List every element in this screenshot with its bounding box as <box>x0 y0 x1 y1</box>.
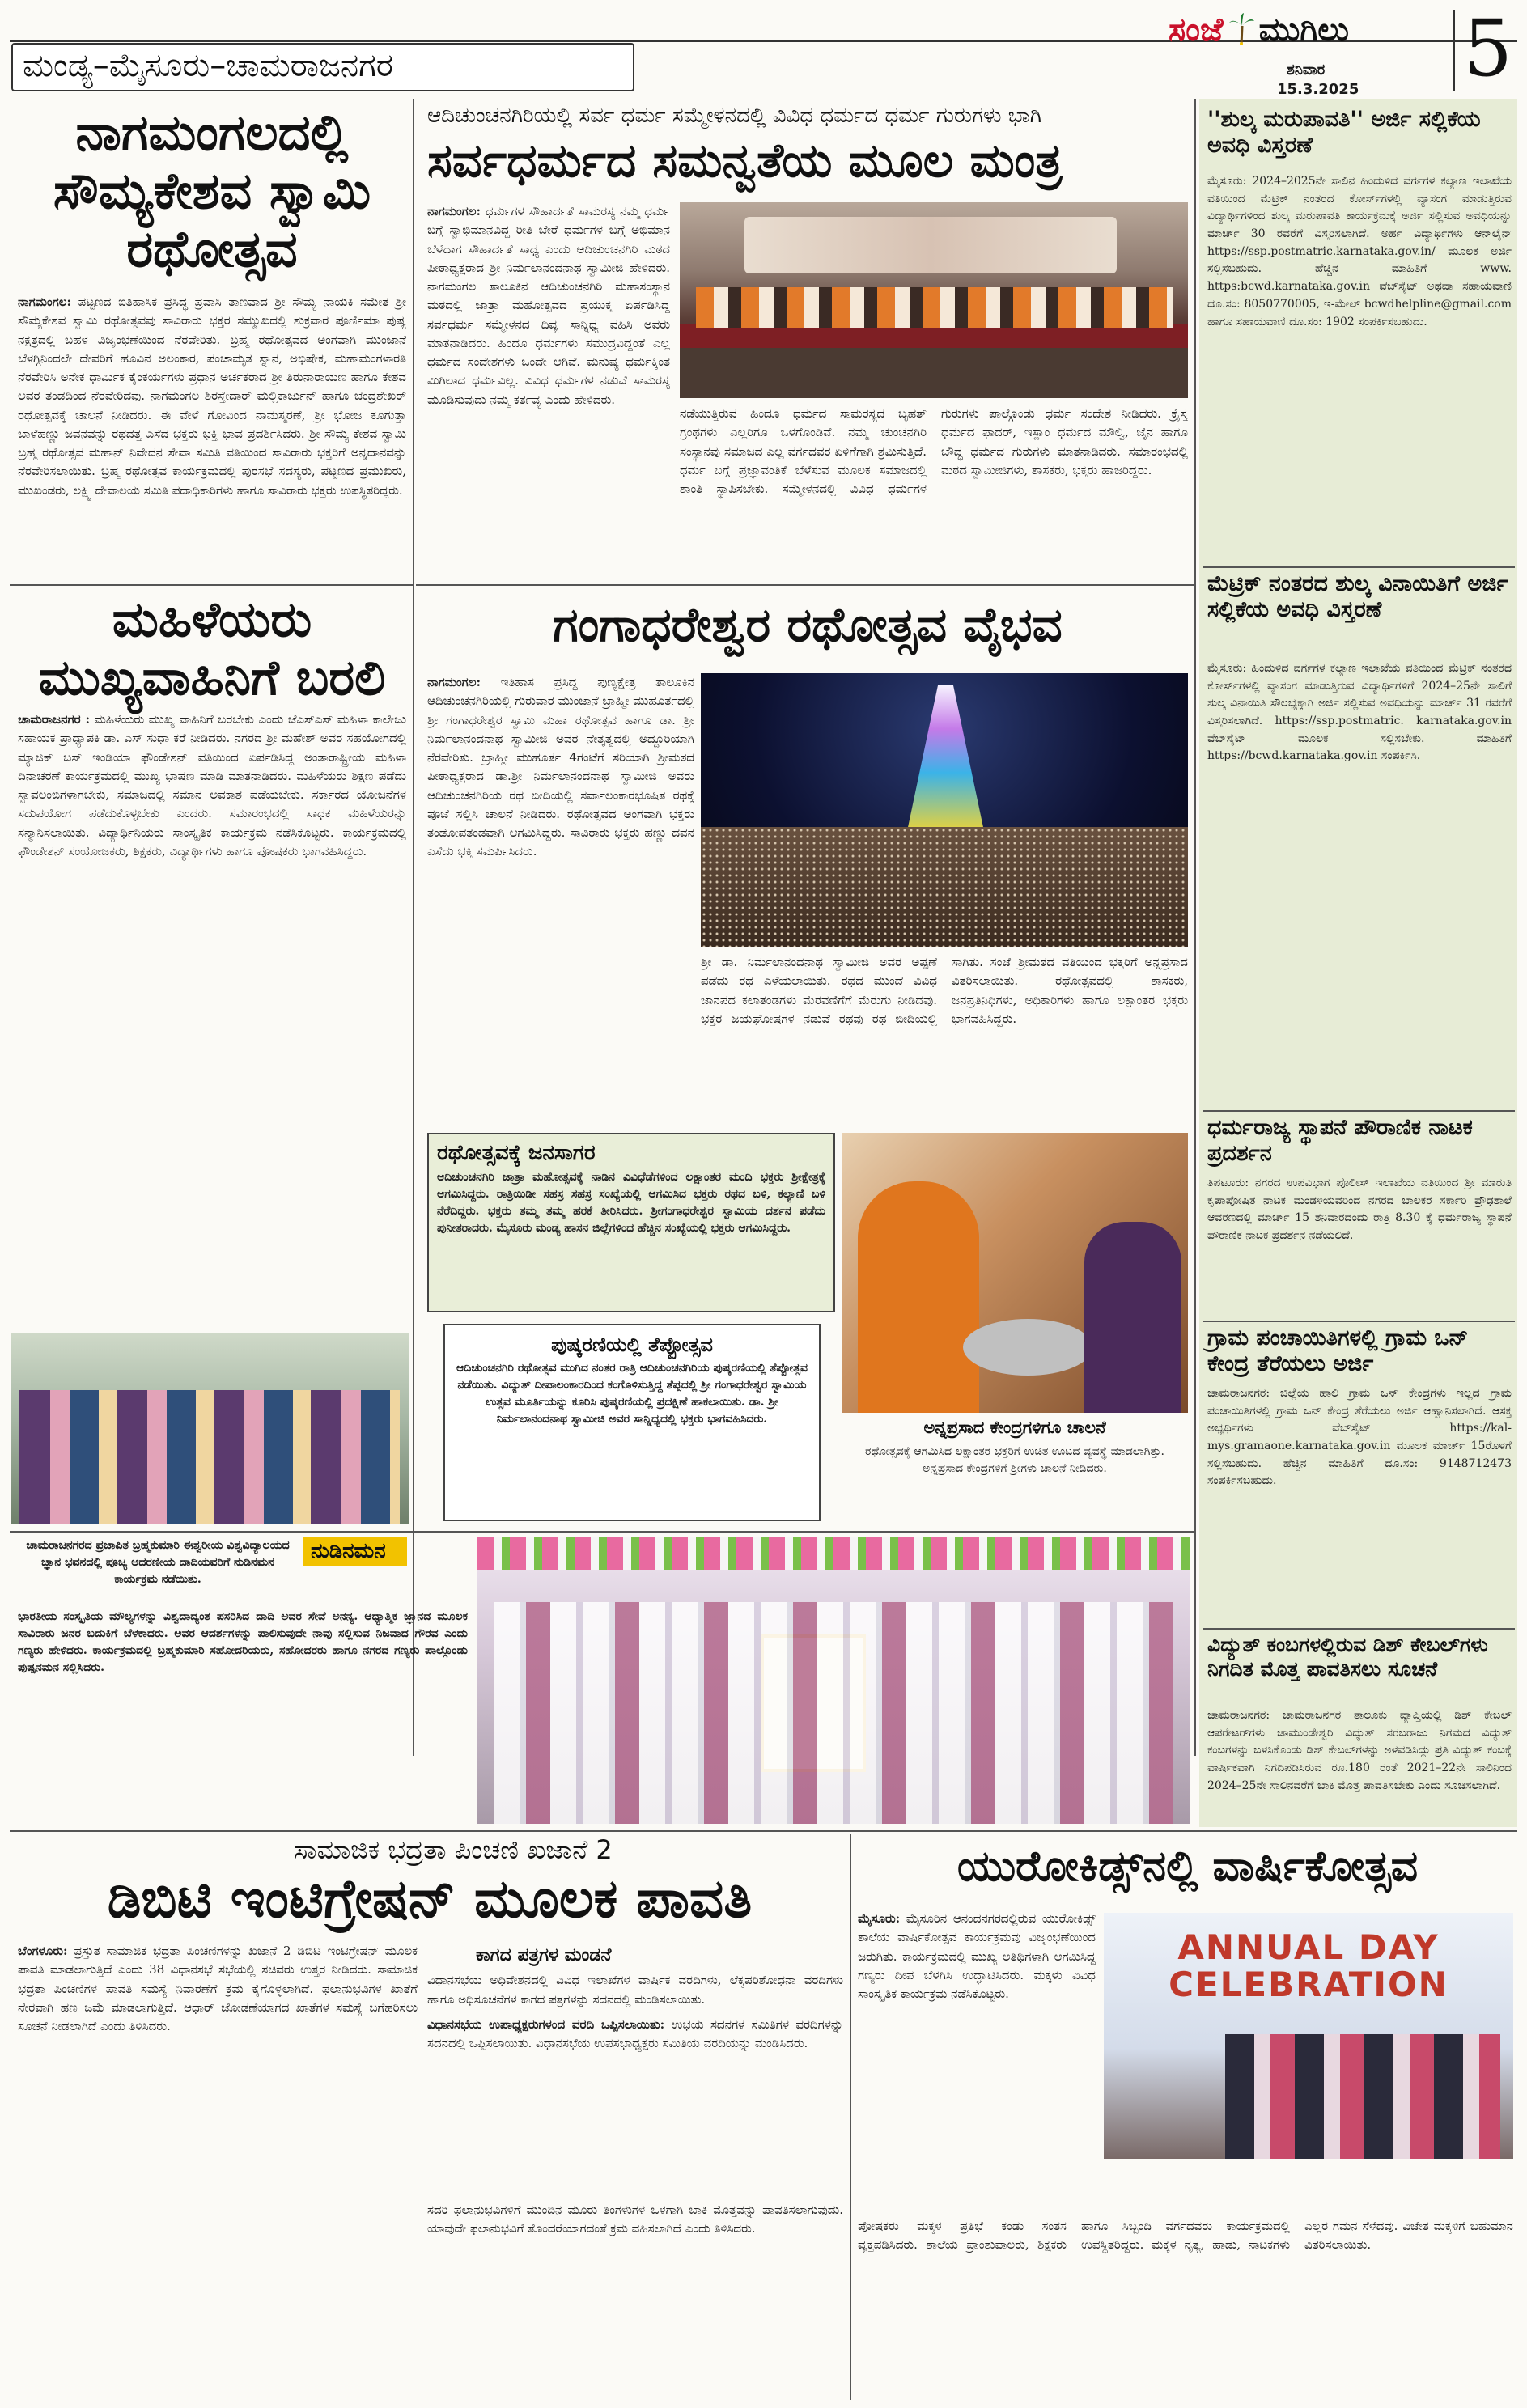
chariot <box>907 685 984 831</box>
ratha-box-body: ಆದಿಚುಂಚನಗಿರಿ ಜಾತ್ರಾ ಮಹೋತ್ಸವಕ್ಕೆ ನಾಡಿನ ವಿವಿಧೆಡೆಗಳಿಂದ ಲಕ್ಷಾಂತರ ಮಂದಿ ಭಕ್ತರು ಶ್ರೀಕ್ಷೇತ್ರಕ್ಕೆ ಆಗಮಿಸಿದ್ದರು. ರಾತ್ರಿಯಿಡೀ ಸಹಸ್ರ ಸಹಸ್ರ ಸಂಖ್ಯೆಯಲ್ಲಿ ಆಗಮಿಸಿದ ಭಕ್ತರು ರಥದ ಬಳಿ, ಕಲ್ಯಾಣಿ ಬಳಿ ನೆರೆದಿದ್ದರು. ಭಕ್ತರು ತಮ್ಮ ತಮ್ಮ ಹರಕೆ ತೀರಿಸಿದರು. ಶ್ರೀಗಂಗಾಧರೇಶ್ವರ ಸ್ವಾಮಿಯ ದರ್ಶನ ಪಡೆದು ಪುನೀತರಾದರು. ಮೈಸೂರು ಮಂಡ್ಯ ಹಾಸನ ಜಿಲ್ಲೆಗಳಿಂದ ಹೆಚ್ಚಿನ ಸಂಖ್ಯೆಯಲ್ಲಿ ಭಕ್ತರು ಆಗಮಿಸಿದ್ದರು. <box>437 1171 825 1236</box>
teppa-box <box>443 1324 821 1521</box>
paper-name-part2: ಮುಗಿಲು <box>1258 11 1349 49</box>
women-group <box>19 1390 400 1524</box>
masthead-day: ಶನಿವಾರ <box>1287 61 1326 78</box>
horizontal-rule-left-1 <box>10 584 413 586</box>
eurokids-body-bottom: ಪೋಷಕರು ಮಕ್ಕಳ ಪ್ರತಿಭೆ ಕಂಡು ಸಂತಸ ವ್ಯಕ್ತಪಡಿಸಿದರು. ಶಾಲೆಯ ಪ್ರಾಂಶುಪಾಲರು, ಶಿಕ್ಷಕರು ಹಾಗೂ ಸಿಬ್ಬಂದಿ ವರ್ಗದವರು ಕಾರ್ಯಕ್ರಮದಲ್ಲಿ ಉಪಸ್ಥಿತರಿದ್ದರು. ಮಕ್ಕಳ ನೃತ್ಯ, ಹಾಡು, ನಾಟಕಗಳು ಎಲ್ಲರ ಗಮನ ಸೆಳೆದವು. ವಿಜೇತ ಮಕ್ಕಳಿಗೆ ಬಹುಮಾನ ವಿತರಿಸಲಾಯಿತು. <box>858 2219 1513 2253</box>
section-title: ಮಂಡ್ಯ–ಮೈಸೂರು–ಚಾಮರಾಜನಗರ <box>23 47 393 84</box>
anna-caption-title: ಅನ್ನಪ್ರಸಾದ ಕೇಂದ್ರಗಳಿಗೂ ಚಾಲನೆ <box>923 1418 1106 1437</box>
sidebar-s5-body: ಚಾಮರಾಜನಗರ: ಚಾಮರಾಜನಗರ ತಾಲೂಕು ವ್ಯಾಪ್ತಿಯಲ್ಲಿ ಡಿಶ್ ಕೇಬಲ್ ಆಪರೇಟರ್‌ಗಳು ಚಾಮುಂಡೇಶ್ವರಿ ವಿದ್ಯುತ್ ಸರಬರಾಜು ನಿಗಮದ ವಿದ್ಯುತ್ ಕಂಬಗಳನ್ನು ಬಳಸಿಕೊಂಡು ಡಿಶ್ ಕೇಬಲ್‌ಗಳನ್ನು ಅಳವಡಿಸಿದ್ದು ಪ್ರತಿ ವಿದ್ಯುತ್ ಕಂಬಕ್ಕೆ ವಾರ್ಷಿಕವಾಗಿ ನಿಗದಿಪಡಿಸಿರುವ ರೂ.180 ರಂತೆ 2021–22ನೇ ಸಾಲಿನಿಂದ 2024–25ನೇ ಸಾಲಿನವರೆಗೆ ಬಾಕಿ ಮೊತ್ತ ಪಾವತಿಸಬೇಕು ಎಂದು ಸೂಚಿಸಲಾಗಿದೆ. <box>1207 1709 1512 1792</box>
column-rule-bottom <box>850 1834 851 2400</box>
eurokids-body-left <box>858 1910 1096 2209</box>
swamiji-figure <box>858 1181 979 1413</box>
eurokids-headline: ಯುರೋಕಿಡ್ಸ್‌ನಲ್ಲಿ ವಾರ್ಷಿಕೋತ್ಸವ <box>956 1842 1419 1891</box>
crowd <box>701 827 1188 947</box>
sarvadharma-kicker: ಆದಿಚುಂಚನಗಿರಿಯಲ್ಲಿ ಸರ್ವ ಧರ್ಮ ಸಮ್ಮೇಳನದಲ್ಲಿ ವಿವಿಧ ಧರ್ಮದ ಧರ್ಮ ಗುರುಗಳು ಭಾಗಿ <box>427 104 1041 128</box>
sidebar-rule-1 <box>1203 566 1515 568</box>
page-number: 5 <box>1463 3 1513 94</box>
page-number-divider <box>1453 10 1455 91</box>
paper-name-part1: ಸಂಜೆ <box>1169 11 1224 49</box>
gangadhara-headline: ಗಂಗಾಧರೇಶ್ವರ ರಥೋತ್ಸವ ವೈಭವ <box>553 597 1063 652</box>
dbt-kicker: ಸಾಮಾಜಿಕ ಭದ್ರತಾ ಪಿಂಚಣಿ ಖಜಾನೆ 2 <box>294 1834 613 1865</box>
dbt-body-bottom: ಸದರಿ ಫಲಾನುಭವಿಗಳಿಗೆ ಮುಂದಿನ ಮೂರು ತಿಂಗಳುಗಳ ಒಳಗಾಗಿ ಬಾಕಿ ಮೊತ್ತವನ್ನು ಪಾವತಿಸಲಾಗುವುದು. ಯಾವುದೇ ಫಲಾನುಭವಿಗೆ ತೊಂದರೆಯಾಗದಂತೆ ಕ್ರಮ ವಹಿಸಲಾಗಿದೆ ಎಂದು ತಿಳಿಸಿದರು. <box>427 2202 843 2236</box>
dbt-sub2-title: ವಿಧಾನಸಭೆಯ ಉಪಾಧ್ಯಕ್ಷರುಗಳಂದ ವರದಿ ಒಪ್ಪಿಸಲಾಯಿತು: <box>427 2016 665 2032</box>
dbt-body-left <box>18 1942 418 2400</box>
horizontal-rule-mid-2 <box>10 1531 1194 1533</box>
teppa-box-title: ಪುಷ್ಕರಣಿಯಲ್ಲಿ ತೆಪ್ಪೋತ್ಸವ <box>551 1333 713 1356</box>
nudinamana-label: ನುಡಿನಮನ <box>311 1539 386 1563</box>
sidebar-s4-title: ಗ್ರಾಮ ಪಂಚಾಯಿತಿಗಳಲ್ಲಿ ಗ್ರಾಮ ಒನ್ ಕೇಂದ್ರ ತೆರೆಯಲು ಅರ್ಜಿ <box>1207 1325 1469 1377</box>
mahile-women-photo <box>11 1333 409 1524</box>
sarvadharma-stage-photo <box>680 202 1188 398</box>
sidebar-s5-title: ವಿದ್ಯುತ್ ಕಂಬಗಳಲ್ಲಿರುವ ಡಿಶ್ ಕೇಬಲ್‌ಗಳು ನಿಗದಿತ ಮೊತ್ತ ಪಾವತಿಸಲು ಸೂಚನೆ <box>1207 1633 1488 1681</box>
palm-tree-icon <box>1228 13 1255 45</box>
mahile-text: ಮಹಿಳೆಯರು ಮುಖ್ಯ ವಾಹಿನಿಗೆ ಬರಬೇಕು ಎಂದು ಜೆಎಸ್‌ಎಸ್ ಮಹಿಳಾ ಕಾಲೇಜು ಸಹಾಯಕ ಪ್ರಾಧ್ಯಾಪಕಿ ಡಾ. ಎಸ್ ಸುಧಾ ಕರೆ ನೀಡಿದರು. ನಗರದ ಶ್ರೀ ಮಹೇಶ್ ಅವರ ಸಹಯೋಗದಲ್ಲಿ ಮ್ಯಾಜಿಕ್ ಬಸ್ ಇಂಡಿಯಾ ಫೌಂಡೇಶನ್ ವತಿಯಿಂದ ಏರ್ಪಡಿಸಿದ್ದ ಅಂತಾರಾಷ್ಟ್ರೀಯ ಮಹಿಳಾ ದಿನಾಚರಣೆ ಕಾರ್ಯಕ್ರಮದಲ್ಲಿ ಮುಖ್ಯ ಭಾಷಣ ಮಾಡಿ ಮಾತನಾಡಿದರು. ಮಹಿಳೆಯರು ಶಿಕ್ಷಣ ಪಡೆದು ಸ್ವಾವಲಂಬಿಗಳಾಗಬೇಕು, ಸಮಾಜದಲ್ಲಿ ಸಮಾನ ಅವಕಾಶ ಪಡೆಯಬೇಕು. ಸರ್ಕಾರದ ಯೋಜನೆಗಳ ಸದುಪಯೋಗ ಪಡೆದುಕೊಳ್ಳಬೇಕು ಎಂದರು. ಸಮಾರಂಭದಲ್ಲಿ ಸಾಧಕ ಮಹಿಳೆಯರನ್ನು ಸನ್ಮಾನಿಸಲಾಯಿತು. ವಿದ್ಯಾರ್ಥಿನಿಯರು ಸಾಂಸ್ಕೃತಿಕ ಕಾರ್ಯಕ್ರಮ ನಡೆಸಿಕೊಟ್ಟರು. ಕಾರ್ಯಕ್ರಮದಲ್ಲಿ ಫೌಂಡೇಶನ್ ಸಂಯೋಜಕರು, ಶಿಕ್ಷಕರು, ವಿದ್ಯಾರ್ಥಿಗಳು ಹಾಗೂ ಪೋಷಕರು ಭಾಗವಹಿಸಿದ್ದರು. <box>18 712 406 858</box>
ratha-box-title: ರಥೋತ್ಸವಕ್ಕೆ ಜನಸಾಗರ <box>437 1141 596 1165</box>
dbt-text-left: ಪ್ರಸ್ತುತ ಸಾಮಾಜಿಕ ಭದ್ರತಾ ಪಿಂಚಣಿಗಳನ್ನು ಖಜಾನೆ 2 ಡಿಬಿಟಿ ಇಂಟಿಗ್ರೇಷನ್ ಮೂಲಕ ಪಾವತಿ ಮಾಡಲಾಗುತ್ತಿದೆ ಎಂದು 38 ವಿಧಾನಸಭೆ ಸಭೆಯಲ್ಲಿ ಸಚಿವರು ಉತ್ತರ ನೀಡಿದರು. ಸಾಮಾಜಿಕ ಭದ್ರತಾ ಪಿಂಚಣಿಗಳ ಪಾವತಿ ಸಮಸ್ಯೆ ನಿವಾರಣೆಗೆ ಕ್ರಮ ಕೈಗೊಳ್ಳಲಾಗಿದೆ. ಫಲಾನುಭವಿಗಳ ಖಾತೆಗೆ ನೇರವಾಗಿ ಹಣ ಜಮೆ ಮಾಡಲಾಗುತ್ತಿದೆ. ಆಧಾರ್ ಜೋಡಣೆಯಾಗದ ಖಾತೆಗಳ ಸಮಸ್ಯೆ ಬಗೆಹರಿಸಲು ಸೂಚನೆ ನೀಡಲಾಗಿದೆ ಎಂದು ತಿಳಿಸಿದರು. <box>18 1944 418 2033</box>
nudinamana-text: ಭಾರತೀಯ ಸಂಸ್ಕೃತಿಯ ಮೌಲ್ಯಗಳನ್ನು ವಿಶ್ವದಾದ್ಯಂತ ಪಸರಿಸಿದ ದಾದಿ ಅವರ ಸೇವೆ ಅನನ್ಯ. ಆಧ್ಯಾತ್ಮಿಕ ಜ್ಞಾನದ ಮೂಲಕ ಸಾವಿರಾರು ಜನರ ಬದುಕಿಗೆ ಬೆಳಕಾದರು. ಅವರ ಆದರ್ಶಗಳನ್ನು ಪಾಲಿಸುವುದೇ ನಾವು ಸಲ್ಲಿಸುವ ನಿಜವಾದ ಗೌರವ ಎಂದು ಗಣ್ಯರು ಹೇಳಿದರು. ಕಾರ್ಯಕ್ರಮದಲ್ಲಿ ಬ್ರಹ್ಮಕುಮಾರಿ ಸಹೋದರಿಯರು, ಸಹೋದರರು ಹಾಗೂ ನಗರದ ಗಣ್ಯರು ಪಾಲ್ಗೊಂಡು ಪುಷ್ಪನಮನ ಸಲ್ಲಿಸಿದರು. <box>18 1610 468 1674</box>
sidebar-s4-body: ಚಾಮರಾಜನಗರ: ಜಿಲ್ಲೆಯ ಹಾಲಿ ಗ್ರಾಮ ಒನ್ ಕೇಂದ್ರಗಳು ಇಲ್ಲದ ಗ್ರಾಮ ಪಂಚಾಯಿತಿಗಳಲ್ಲಿ ಗ್ರಾಮ ಒನ್ ಕೇಂದ್ರ ತೆರೆಯಲು ಅರ್ಜಿ ಆಹ್ವಾನಿಸಲಾಗಿದೆ. ಆಸಕ್ತ ಅಭ್ಯರ್ಥಿಗಳು ವೆಬ್‌ಸೈಟ್ https://kal-mys.gramaone.karnataka.gov.in ಮೂಲಕ ಮಾರ್ಚ್ 15ರೊಳಗೆ ಸಲ್ಲಿಸಬಹುದು. ಹೆಚ್ಚಿನ ಮಾಹಿತಿಗೆ ದೂ.ಸಂ: 9148712473 ಸಂಪರ್ಕಿಸಬಹುದು. <box>1207 1387 1512 1488</box>
ratha1-text: ಪಟ್ಟಣದ ಐತಿಹಾಸಿಕ ಪ್ರಸಿದ್ಧ ಪ್ರವಾಸಿ ತಾಣವಾದ ಶ್ರೀ ಸೌಮ್ಯ ನಾಯಕಿ ಸಮೇತ ಶ್ರೀ ಸೌಮ್ಯಕೇಶವ ಸ್ವಾಮಿ ರಥೋತ್ಸವವು ಸಾವಿರಾರು ಭಕ್ತರ ಸಮ್ಮುಖದಲ್ಲಿ ಶುಕ್ರವಾರ ಪೂರ್ಣಿಮಾ ಪುಷ್ಯ ನಕ್ಷತ್ರದಲ್ಲಿ ಬಹಳ ವಿಜೃಂಭಣೆಯಿಂದ ನೆರವೇರಿತು. ಬ್ರಹ್ಮ ರಥೋತ್ಸವದ ಅಂಗವಾಗಿ ಮುಂಜಾನೆ ಬೆಳಗ್ಗಿನಿಂದಲೇ ದೇವರಿಗೆ ಹೂವಿನ ಅಲಂಕಾರ, ಪಂಚಾಮೃತ ಸ್ನಾನ, ಅಭಿಷೇಕ, ಮಹಾಮಂಗಳಾರತಿ ನೆರವೇರಿಸಿ ಅನೇಕ ಧಾರ್ಮಿಕ ಕೈಂಕರ್ಯಗಳು ಪ್ರಧಾನ ಅರ್ಚಕರಾದ ಶ್ರೀ ತಿರುನಾರಾಯಣ ಹಾಗೂ ಕೇಶವ ಅವರ ತಂಡದಿಂದ ನೆರವೇರಿದವು. ನಾಗಮಂಗಲ ಶಿರಸ್ತೇದಾರ್ ಮಲ್ಲಿಕಾರ್ಜುನ್ ಹಾಗೂ ಚಂದ್ರಶೇಖರ್ ರಥೋತ್ಸವಕ್ಕೆ ಚಾಲನೆ ನೀಡಿದರು. ಈ ವೇಳೆ ಗೋವಿಂದ ನಾಮಸ್ಮರಣೆ, ಶ್ರೀ ಭೋಜ ಕೂಗುತ್ತಾ ಬಾಳೆಹಣ್ಣು ಜವನವನ್ನು ರಥದತ್ತ ಎಸೆದ ಭಕ್ತರು ಭಕ್ತಿ ಭಾವ ಪ್ರದರ್ಶಿಸಿದರು. ಶ್ರೀ ಸೌಮ್ಯ ಕೇಶವ ಸ್ವಾಮಿ ಬ್ರಹ್ಮ ರಥೋತ್ಸವ ಮಹಾನ್ ನಿವೇದನ ಸೇವಾ ಸಮಿತಿ ವತಿಯಿಂದ ಸಾವಿರಾರು ಭಕ್ತರಿಗೆ ಅನ್ನದಾನವನ್ನು ನೆರವೇರಿಸಲಾಯಿತು. ಬ್ರಹ್ಮ ರಥೋತ್ಸವ ಕಾರ್ಯಕ್ರಮದಲ್ಲಿ ಪುರಸಭೆ ಸದಸ್ಯರು, ಪಟ್ಟಣದ ಪ್ರಮುಖರು, ಮುಖಂಡರು, ಲಕ್ಷ್ಮಿ ದೇವಾಲಯ ಸಮಿತಿ ಪದಾಧಿಕಾರಿಗಳು ಹಾಗೂ ಸಾವಿರಾರು ಭಕ್ತರು ಉಪಸ್ಥಿತರಿದ್ದರು. <box>18 295 406 498</box>
ratha-box <box>427 1133 835 1312</box>
sarvadharma-dateline: ನಾಗಮಂಗಲ: <box>427 204 481 218</box>
eurokids-dateline: ಮೈಸೂರು: <box>858 1911 901 1926</box>
sarvadharma-text-left: ಧರ್ಮಗಳ ಸೌಹಾರ್ದತೆ ಸಾಮರಸ್ಯ ನಮ್ಮ ಧರ್ಮ ಬಗ್ಗೆ ಸ್ವಾಭಿಮಾನವಿದ್ದ ರೀತಿ ಬೇರೆ ಧರ್ಮಗಳ ಬಗ್ಗೆ ಅಭಿಮಾನ ಬೆಳೆದಾಗ ಸೌಹಾರ್ದತೆ ಸಾಧ್ಯ ಎಂದು ಆದಿಚುಂಚನಗಿರಿ ಮಠದ ಪೀಠಾಧ್ಯಕ್ಷರಾದ ಶ್ರೀ ನಿರ್ಮಲಾನಂದನಾಥ ಸ್ವಾಮೀಜಿ ಹೇಳಿದರು. ನಾಗಮಂಗಲ ತಾಲೂಕಿನ ಆದಿಚುಂಚನಗಿರಿ ಮಹಾಸಂಸ್ಥಾನ ಮಠದಲ್ಲಿ ಜಾತ್ರಾ ಮಹೋತ್ಸವದ ಪ್ರಯುಕ್ತ ಏರ್ಪಡಿಸಿದ್ದ ಸರ್ವಧರ್ಮ ಸಮ್ಮೇಳನದ ದಿವ್ಯ ಸಾನ್ನಿಧ್ಯ ವಹಿಸಿ ಅವರು ಮಾತನಾಡಿದರು. ಹಿಂದೂ ಧರ್ಮಗಳು ಸಮುದ್ರವಿದ್ದಂತೆ ಎಲ್ಲ ಧರ್ಮದ ಸಂದೇಶಗಳು ಒಂದೇ ಆಗಿವೆ. ಮನುಷ್ಯ ಧರ್ಮಕ್ಕಿಂತ ಮಿಗಿಲಾದ ಧರ್ಮವಿಲ್ಲ. ವಿವಿಧ ಧರ್ಮಗಳ ನಡುವೆ ಸಾಮರಸ್ಯ ಮೂಡಿಸುವುದು ನಮ್ಮ ಕರ್ತವ್ಯ ಎಂದು ಹೇಳಿದರು. <box>427 204 670 407</box>
stage-banner <box>744 217 1117 273</box>
teppa-box-body: ಆದಿಚುಂಚನಗಿರಿ ರಥೋತ್ಸವ ಮುಗಿದ ನಂತರ ರಾತ್ರಿ ಆದಿಚುಂಚನಗಿರಿಯ ಪುಷ್ಕರಣಿಯಲ್ಲಿ ತೆಪ್ಪೋತ್ಸವ ನಡೆಯಿತು. ವಿದ್ಯುತ್ ದೀಪಾಲಂಕಾರದಿಂದ ಕಂಗೊಳಿಸುತ್ತಿದ್ದ ತೆಪ್ಪದಲ್ಲಿ ಶ್ರೀ ಗಂಗಾಧರೇಶ್ವರ ಸ್ವಾಮಿಯ ಉತ್ಸವ ಮೂರ್ತಿಯನ್ನು ಕೂರಿಸಿ ಪುಷ್ಕರಣಿಯಲ್ಲಿ ಪ್ರದಕ್ಷಿಣೆ ಹಾಕಲಾಯಿತು. ಡಾ. ಶ್ರೀ ನಿರ್ಮಲಾನಂದನಾಥ ಸ್ವಾಮೀಜಿ ಅವರ ಸಾನ್ನಿಧ್ಯದಲ್ಲಿ ಭಕ್ತರು ಭಾಗವಹಿಸಿದರು. <box>456 1361 808 1426</box>
eurokids-text-left: ಮೈಸೂರಿನ ಆನಂದನಗರದಲ್ಲಿರುವ ಯುರೋಕಿಡ್ಸ್ ಶಾಲೆಯ ವಾರ್ಷಿಕೋತ್ಸವ ಕಾರ್ಯಕ್ರಮವು ವಿಜೃಂಭಣೆಯಿಂದ ಜರುಗಿತು. ಕಾರ್ಯಕ್ರಮದಲ್ಲಿ ಮುಖ್ಯ ಅತಿಥಿಗಳಾಗಿ ಆಗಮಿಸಿದ್ದ ಗಣ್ಯರು ದೀಪ ಬೆಳಗಿಸಿ ಉದ್ಘಾಟಿಸಿದರು. ಮಕ್ಕಳು ವಿವಿಧ ಸಾಂಸ್ಕೃತಿಕ ಕಾರ್ಯಕ್ರಮ ನಡೆಸಿಕೊಟ್ಟರು. <box>858 1911 1096 2001</box>
sidebar-rule-4 <box>1203 1628 1515 1630</box>
gangadhara-dateline: ನಾಗಮಂಗಲ: <box>427 675 481 689</box>
gangadhara-body-bottom: ಶ್ರೀ ಡಾ. ನಿರ್ಮಲಾನಂದನಾಥ ಸ್ವಾಮೀಜಿ ಅವರ ಅಪ್ಪಣೆ ಪಡೆದು ರಥ ಎಳೆಯಲಾಯಿತು. ರಥದ ಮುಂದೆ ವಿವಿಧ ಜಾನಪದ ಕಲಾತಂಡಗಳು ಮೆರವಣಿಗೆಗೆ ಮೆರುಗು ನೀಡಿದವು. ಭಕ್ತರ ಜಯಘೋಷಗಳ ನಡುವೆ ರಥವು ರಥ ಬೀದಿಯಲ್ಲಿ ಸಾಗಿತು. ಸಂಜೆ ಶ್ರೀಮಠದ ವತಿಯಿಂದ ಭಕ್ತರಿಗೆ ಅನ್ನಪ್ರಸಾದ ವಿತರಿಸಲಾಯಿತು. ರಥೋತ್ಸವದಲ್ಲಿ ಶಾಸಕರು, ಜನಪ್ರತಿನಿಧಿಗಳು, ಅಧಿಕಾರಿಗಳು ಹಾಗೂ ಲಕ್ಷಾಂತರ ಭಕ್ತರು ಭಾಗವಹಿಸಿದ್ದರು. <box>701 955 1188 1026</box>
ratha1-dateline: ನಾಗಮಂಗಲ: <box>18 295 72 309</box>
dbt-sub1-title: ಕಾಗದ ಪತ್ರಗಳ ಮಂಡನೆ <box>476 1945 612 1965</box>
annual-day-banner-text: ANNUAL DAY CELEBRATION <box>1169 1927 1449 2005</box>
guests-row <box>1225 2034 1500 2159</box>
nudinamana-text-top: ಚಾಮರಾಜನಗರದ ಪ್ರಜಾಪಿತ ಬ್ರಹ್ಮಕುಮಾರಿ ಈಶ್ವರೀಯ ವಿಶ್ವವಿದ್ಯಾಲಯದ ಜ್ಞಾನ ಭವನದಲ್ಲಿ ಪೂಜ್ಯ ಆದರಣೀಯ ದಾದಿಯವರಿಗೆ ನುಡಿನಮನ ಕಾರ್ಯಕ್ರಮ ನಡೆಯಿತು. <box>26 1539 290 1586</box>
sarvadharma-body-right: ನಡೆಯುತ್ತಿರುವ ಹಿಂದೂ ಧರ್ಮದ ಸಾಮರಸ್ಯದ ಬೃಹತ್ ಗ್ರಂಥಗಳು ಎಲ್ಲರಿಗೂ ಒಳಗೊಂಡಿವೆ. ನಮ್ಮ ಚುಂಚನಗಿರಿ ಸಂಸ್ಥಾನವು ಸಮಾಜದ ಎಲ್ಲ ವರ್ಗದವರ ಏಳಿಗೆಗಾಗಿ ಶ್ರಮಿಸುತ್ತಿದೆ. ಧರ್ಮ ಬಗ್ಗೆ ಪ್ರಜ್ಞಾವಂತಿಕೆ ಬೆಳೆಸುವ ಮೂಲಕ ಸಮಾಜದಲ್ಲಿ ಶಾಂತಿ ಸ್ಥಾಪಿಸಬೇಕು. ಸಮ್ಮೇಳನದಲ್ಲಿ ವಿವಿಧ ಧರ್ಮಗಳ ಗುರುಗಳು ಪಾಲ್ಗೊಂಡು ಧರ್ಮ ಸಂದೇಶ ನೀಡಿದರು. ಕ್ರೈಸ್ತ ಧರ್ಮದ ಫಾದರ್, ಇಸ್ಲಾಂ ಧರ್ಮದ ಮೌಲ್ವಿ, ಜೈನ ಹಾಗೂ ಬೌದ್ಧ ಧರ್ಮದ ಗುರುಗಳು ಮಾತನಾಡಿದರು. ಸಮಾರಂಭದಲ್ಲಿ ಮಠದ ಸ್ವಾಮೀಜಿಗಳು, ಶಾಸಕರು, ಭಕ್ತರು ಹಾಜರಿದ್ದರು. <box>680 406 1188 496</box>
sidebar-s1-body: ಮೈಸೂರು: 2024–2025ನೇ ಸಾಲಿನ ಹಿಂದುಳಿದ ವರ್ಗಗಳ ಕಲ್ಯಾಣ ಇಲಾಖೆಯ ವತಿಯಿಂದ ಮೆಟ್ರಿಕ್ ನಂತರದ ಕೋರ್ಸ್‌ಗಳಲ್ಲಿ ವ್ಯಾಸಂಗ ಮಾಡುತ್ತಿರುವ ವಿದ್ಯಾರ್ಥಿಗಳಿಂದ ಶುಲ್ಕ ಮರುಪಾವತಿ ಕಾರ್ಯಕ್ರಮಕ್ಕೆ ಅರ್ಜಿ ಸಲ್ಲಿಸುವ ಅವಧಿಯನ್ನು ಮಾರ್ಚ್ 30 ರವರೆಗೆ ವಿಸ್ತರಿಸಲಾಗಿದೆ. ಅರ್ಹ ವಿದ್ಯಾರ್ಥಿಗಳು ಆನ್‌ಲೈನ್ https://ssp.postmatric.karnataka.gov.in/ ಮೂಲಕ ಅರ್ಜಿ ಸಲ್ಲಿಸಬಹುದು. ಹೆಚ್ಚಿನ ಮಾಹಿತಿಗೆ www. https:bcwd.karnataka.gov.in ವೆಬ್‌ಸೈಟ್ ಅಥವಾ ಸಹಾಯವಾಣಿ ದೂ.ಸಂ: 8050770005, ಇ-ಮೇಲ್ bcwdhelpline@gmail.com ಹಾಗೂ ಸಹಾಯವಾಣಿ ದೂ.ಸಂ: 1902 ಸಂಪರ್ಕಿಸಬಹುದು. <box>1207 175 1512 329</box>
ratha1-headline: ನಾಗಮಂಗಲದಲ್ಲಿ ಸೌಮ್ಯಕೇಶವ ಸ್ವಾಮಿ ರಥೋತ್ಸವ <box>53 103 371 278</box>
eurokids-annual-day-photo <box>1104 1913 1513 2159</box>
flower-garland <box>477 1537 1190 1570</box>
dbt-sub2 <box>427 2016 843 2054</box>
standing-people <box>494 1602 1173 1824</box>
sidebar-s2-title: ಮೆಟ್ರಿಕ್ ನಂತರದ ಶುಲ್ಕ ವಿನಾಯಿತಿಗೆ ಅರ್ಜಿ ಸಲ್ಲಿಕೆಯ ಅವಧಿ ವಿಸ್ತರಣೆ <box>1207 571 1508 623</box>
mahile-headline: ಮಹಿಳೆಯರು ಮುಖ್ಯವಾಹಿನಿಗೆ ಬರಲಿ <box>38 591 386 706</box>
devotee-figure <box>1084 1222 1181 1413</box>
gangadhara-text-left: ಇತಿಹಾಸ ಪ್ರಸಿದ್ಧ ಪುಣ್ಯಕ್ಷೇತ್ರ ತಾಲೂಕಿನ ಆದಿಚುಂಚನಗಿರಿಯಲ್ಲಿ ಗುರುವಾರ ಮುಂಜಾನೆ ಬ್ರಾಹ್ಮೀ ಮುಹೂರ್ತದಲ್ಲಿ ಶ್ರೀ ಗಂಗಾಧರೇಶ್ವರ ಸ್ವಾಮಿ ಮಹಾ ರಥೋತ್ಸವ ಹಾಗೂ ಡಾ. ಶ್ರೀ ನಿರ್ಮಲಾನಂದನಾಥ ಸ್ವಾಮೀಜಿ ಅವರ ನೇತೃತ್ವದಲ್ಲಿ ಅದ್ದೂರಿಯಾಗಿ ನೆರವೇರಿತು. ಬ್ರಾಹ್ಮೀ ಮುಹೂರ್ತ 4ಗಂಟೆಗೆ ಸರಿಯಾಗಿ ಶ್ರೀಮಠದ ಪೀಠಾಧ್ಯಕ್ಷರಾದ ಡಾ.ಶ್ರೀ ನಿರ್ಮಲಾನಂದನಾಥ ಸ್ವಾಮೀಜಿ ಅವರು ಆದಿಚುಂಚನಗಿರಿಯ ರಥ ಬೀದಿಯಲ್ಲಿ ಸರ್ವಾಲಂಕಾರಭೂಷಿತ ರಥಕ್ಕೆ ಪೂಜೆ ಸಲ್ಲಿಸಿ ಚಾಲನೆ ನೀಡಿದರು. ರಥೋತ್ಸವದ ಅಂಗವಾಗಿ ಭಕ್ತರು ತಂಡೋಪತಂಡವಾಗಿ ಆಗಮಿಸಿದ್ದರು. ಸಾವಿರಾರು ಭಕ್ತರು ಹಣ್ಣು ದವನ ಎಸೆದು ಭಕ್ತಿ ಸಮರ್ಪಿಸಿದರು. <box>427 675 694 859</box>
sidebar-s3-title: ಧರ್ಮರಾಜ್ಯ ಸ್ಥಾಪನೆ ಪೌರಾಣಿಕ ನಾಟಕ ಪ್ರದರ್ಶನ <box>1207 1115 1473 1167</box>
dbt-dateline: ಬೆಂಗಳೂರು: <box>18 1944 68 1958</box>
stage-guests <box>696 287 1173 328</box>
column-rule-right <box>1194 99 1196 1756</box>
rice-vessel <box>963 1319 1092 1376</box>
sidebar-s1-title: ''ಶುಲ್ಕ ಮರುಪಾವತಿ'' ಅರ್ಜಿ ಸಲ್ಲಿಕೆಯ ಅವಧಿ ವಿಸ್ತರಣೆ <box>1207 107 1481 159</box>
sidebar-rule-3 <box>1203 1321 1515 1322</box>
annaprasada-photo <box>842 1133 1188 1413</box>
sarvadharma-headline: ಸರ್ವಧರ್ಮದ ಸಮನ್ವತೆಯ ಮೂಲ ಮಂತ್ರ <box>427 133 1063 188</box>
column-rule-left <box>413 99 414 1756</box>
gangadhara-body-left <box>427 673 694 1126</box>
dbt-sub2-body: ಉಭಯ ಸದನಗಳ ಸಮಿತಿಗಳ ವರದಿಗಳನ್ನು ಸದನದಲ್ಲಿ ಒಪ್ಪಿಸಲಾಯಿತು. ವಿಧಾನಸಭೆಯ ಉಪಸಭಾಧ್ಯಕ್ಷರು ಸಮಿತಿಯ ವರದಿಯನ್ನು ಮಂಡಿಸಿದರು. <box>427 2016 843 2051</box>
horizontal-rule-mid-1 <box>416 584 1194 586</box>
ratha1-body <box>18 293 406 580</box>
stage-floor <box>680 348 1188 398</box>
nudinamana-group-photo <box>477 1537 1190 1824</box>
mahile-dateline: ಚಾಮರಾಜನಗರ : <box>18 712 91 727</box>
dbt-sub1 <box>427 1942 843 2193</box>
sidebar-s2-body: ಮೈಸೂರು: ಹಿಂದುಳಿದ ವರ್ಗಗಳ ಕಲ್ಯಾಣ ಇಲಾಖೆಯ ವತಿಯಿಂದ ಮೆಟ್ರಿಕ್ ನಂತರದ ಕೋರ್ಸ್‌ಗಳಲ್ಲಿ ವ್ಯಾಸಂಗ ಮಾಡುತ್ತಿರುವ ವಿದ್ಯಾರ್ಥಿಗಳಿಗೆ 2024–25ನೇ ಸಾಲಿಗೆ ಶುಲ್ಕ ವಿನಾಯಿತಿ ಸೌಲಭ್ಯಕ್ಕಾಗಿ ಅರ್ಜಿ ಸಲ್ಲಿಸುವ ಅವಧಿಯನ್ನು ಮಾರ್ಚ್ 31 ರವರೆಗೆ ವಿಸ್ತರಿಸಲಾಗಿದೆ. https://ssp.postmatric. karnataka.gov.in ವೆಬ್‌ಸೈಟ್ ಮೂಲಕ ಸಲ್ಲಿಸಬೇಕು. ಮಾಹಿತಿಗೆ https://bcwd.karnataka.gov.in ಸಂಪರ್ಕಿಸಿ. <box>1207 662 1512 763</box>
sarvadharma-body-left <box>427 202 670 579</box>
dbt-sub1-body: ವಿಧಾನಸಭೆಯ ಅಧಿವೇಶನದಲ್ಲಿ ವಿವಿಧ ಇಲಾಖೆಗಳ ವಾರ್ಷಿಕ ವರದಿಗಳು, ಲೆಕ್ಕಪರಿಶೋಧನಾ ವರದಿಗಳು ಹಾಗೂ ಅಧಿಸೂಚನೆಗಳ ಕಾಗದ ಪತ್ರಗಳನ್ನು ಸದನದಲ್ಲಿ ಮಂಡಿಸಲಾಯಿತು. <box>427 1973 843 2007</box>
mahile-body <box>18 710 406 1325</box>
gangadhara-chariot-photo <box>701 673 1188 947</box>
anna-caption-body: ರಥೋತ್ಸವಕ್ಕೆ ಆಗಮಿಸಿದ ಲಕ್ಷಾಂತರ ಭಕ್ತರಿಗೆ ಉಚಿತ ಊಟದ ವ್ಯವಸ್ಥೆ ಮಾಡಲಾಗಿತ್ತು. ಅನ್ನಪ್ರಸಾದ ಕೇಂದ್ರಗಳಿಗೆ ಶ್ರೀಗಳು ಚಾಲನೆ ನೀಡಿದರು. <box>865 1445 1164 1475</box>
masthead-date: 15.3.2025 <box>1277 81 1359 98</box>
sidebar-rule-2 <box>1203 1110 1515 1112</box>
dbt-headline: ಡಿಬಿಟಿ ಇಂಟಿಗ್ರೇಷನ್ ಮೂಲಕ ಪಾವತಿ <box>107 1867 753 1930</box>
paper-logo <box>1169 11 1448 57</box>
horizontal-rule-bottom <box>10 1830 1517 1832</box>
sidebar-s3-body: ತಿಪಟೂರು: ನಗರದ ಉಪವಿಭಾಗ ಪೊಲೀಸ್ ಇಲಾಖೆಯ ವತಿಯಿಂದ ಶ್ರೀ ಮಾರುತಿ ಕೃಪಾಪೋಷಿತ ನಾಟಕ ಮಂಡಳಿಯವರಿಂದ ನಗರದ ಬಾಲಕರ ಸರ್ಕಾರಿ ಪ್ರೌಢಶಾಲೆ ಆವರಣದಲ್ಲಿ ಮಾರ್ಚ್ 15 ಶನಿವಾರದಂದು ರಾತ್ರಿ 8.30 ಕ್ಕೆ ಧರ್ಮರಾಜ್ಯ ಸ್ಥಾಪನೆ ಪೌರಾಣಿಕ ನಾಟಕ ಪ್ರದರ್ಶನ ನಡೆಯಲಿದೆ. <box>1207 1176 1512 1243</box>
